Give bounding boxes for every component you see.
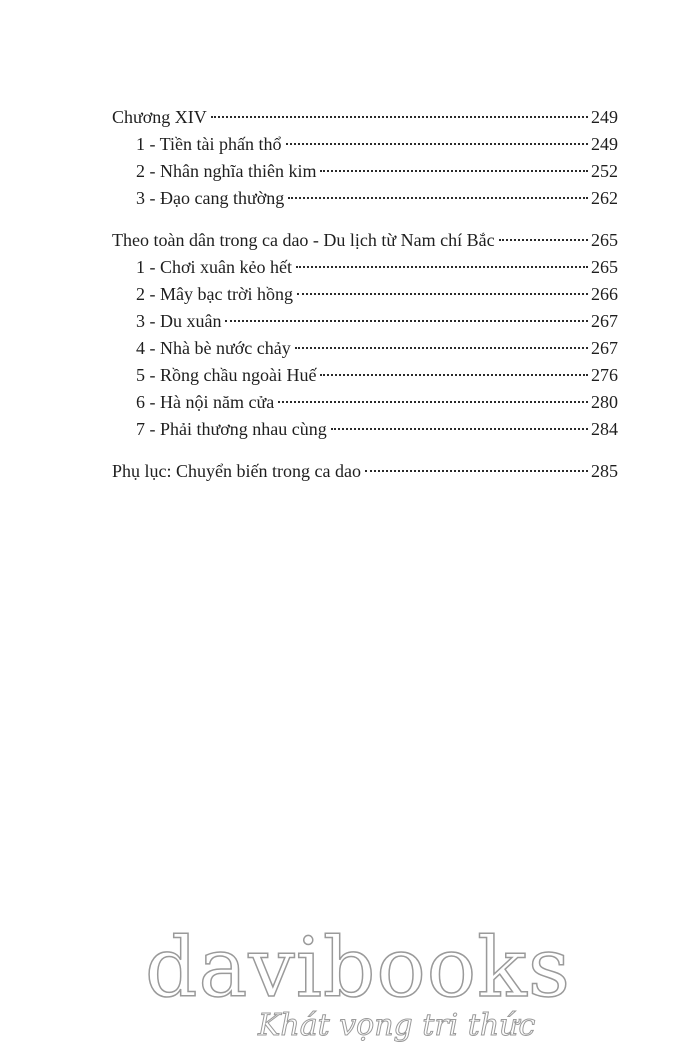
toc-entry-title: 7 - Phải thương nhau cùng <box>136 419 327 439</box>
toc-entry <box>112 389 618 416</box>
toc-entry-title: 3 - Du xuân <box>136 311 222 331</box>
toc-entry-title: 5 - Rồng chầu ngoài Huế <box>136 365 317 385</box>
toc-entry <box>112 362 618 389</box>
toc-entry-page: 266 <box>591 284 618 304</box>
toc-entry-title: 3 - Đạo cang thường <box>136 188 285 208</box>
dot-leader <box>320 374 588 376</box>
toc-entry-title: 2 - Mây bạc trời hồng <box>136 284 293 304</box>
dot-leader <box>320 170 588 172</box>
watermark <box>0 920 700 1054</box>
dot-leader <box>288 197 588 199</box>
toc-entry-page: 265 <box>591 230 618 250</box>
toc-entry-page: 249 <box>591 107 618 127</box>
toc-entry <box>112 416 618 443</box>
toc-entry-page: 265 <box>591 257 618 277</box>
toc-entry-title: Theo toàn dân trong ca dao - Du lịch từ Nam chí Bắc <box>112 230 495 250</box>
dot-leader <box>278 401 588 403</box>
toc-entry-page: 249 <box>591 134 618 154</box>
dot-leader <box>225 320 588 322</box>
dot-leader <box>365 470 588 472</box>
toc-entry-title: 1 - Chơi xuân kẻo hết <box>136 257 292 277</box>
toc-group-phu-luc <box>112 458 618 485</box>
toc-entry-title: Phụ lục: Chuyển biến trong ca dao <box>112 461 361 481</box>
dot-leader <box>499 239 588 241</box>
toc-entry <box>112 308 618 335</box>
toc-entry-title: 6 - Hà nội năm cửa <box>136 392 275 412</box>
dot-leader <box>286 143 588 145</box>
toc-entry-title: 2 - Nhân nghĩa thiên kim <box>136 161 317 181</box>
toc-entry-page: 252 <box>591 161 618 181</box>
toc-entry-page: 267 <box>591 338 618 358</box>
toc-entry <box>112 335 618 362</box>
toc-entry-title: 1 - Tiền tài phấn thổ <box>136 134 282 154</box>
toc-entry <box>112 104 618 131</box>
toc-entry-page: 262 <box>591 188 618 208</box>
toc-entry <box>112 227 618 254</box>
toc-entry-page: 267 <box>591 311 618 331</box>
toc-entry <box>112 254 618 281</box>
toc-entry <box>112 158 618 185</box>
dot-leader <box>211 116 588 118</box>
toc-entry-page: 276 <box>591 365 618 385</box>
toc-entry <box>112 131 618 158</box>
toc-entry-title: Chương XIV <box>112 107 207 127</box>
toc-entry-title: 4 - Nhà bè nước chảy <box>136 338 291 358</box>
dot-leader <box>297 293 588 295</box>
toc-group-chuong-xiv <box>112 104 618 212</box>
toc-entry-page: 284 <box>591 419 618 439</box>
toc-entry-page: 285 <box>591 461 618 481</box>
toc-entry <box>112 281 618 308</box>
dot-leader <box>331 428 588 430</box>
dot-leader <box>296 266 588 268</box>
toc-entry <box>112 458 618 485</box>
dot-leader <box>295 347 588 349</box>
watermark-slogan: Khát vọng tri thức <box>258 1008 536 1043</box>
toc-entry <box>112 185 618 212</box>
table-of-contents <box>112 104 618 485</box>
toc-group-theo-toan-dan <box>112 227 618 443</box>
watermark-brand: davibooks <box>145 921 571 1016</box>
toc-entry-page: 280 <box>591 392 618 412</box>
